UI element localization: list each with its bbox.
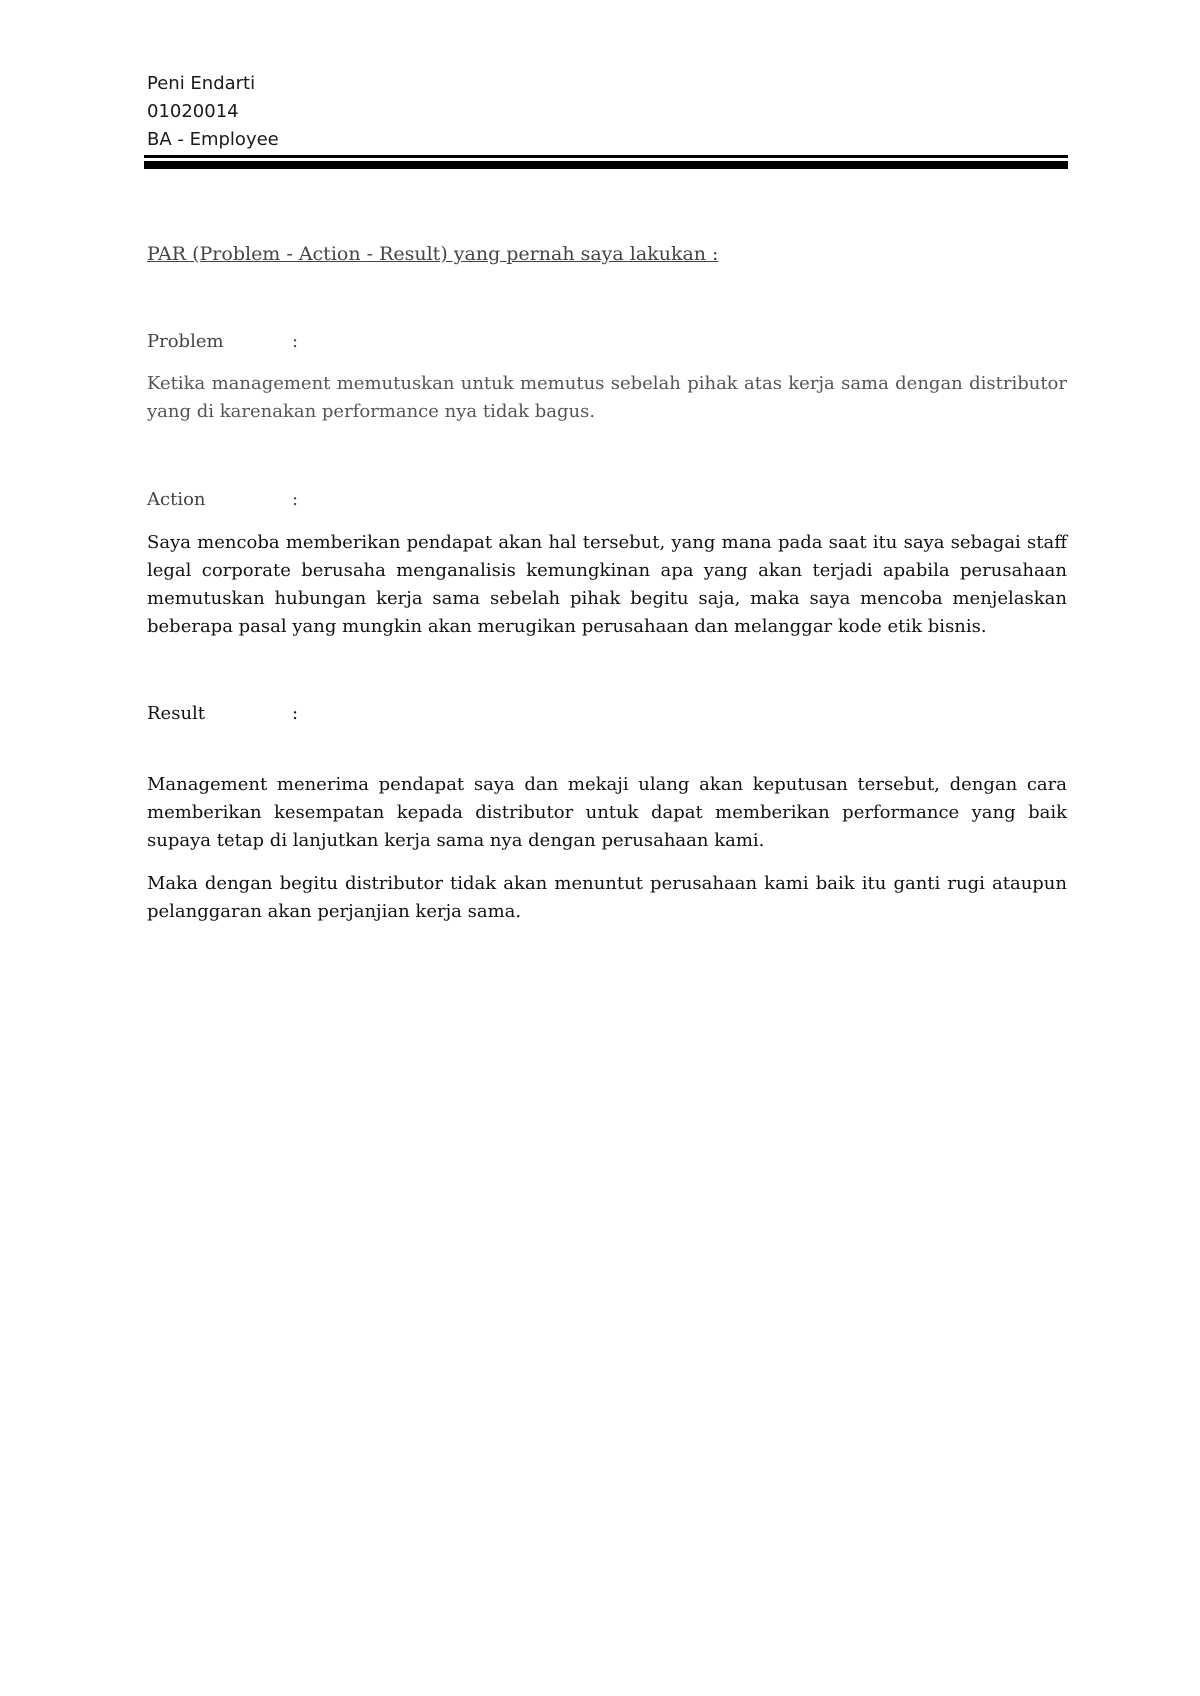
result-colon: : bbox=[292, 703, 299, 724]
document-title: PAR (Problem - Action - Result) yang pernah saya lakukan : bbox=[147, 243, 719, 265]
problem-label: Problem bbox=[147, 331, 224, 352]
author-position: BA - Employee bbox=[147, 129, 279, 150]
problem-paragraph: Ketika management memutuskan untuk memutus sebelah pihak atas kerja sama dengan distributor yang di karenakan performance nya tidak bagus. bbox=[147, 373, 1067, 422]
action-colon: : bbox=[292, 489, 299, 510]
problem-heading bbox=[147, 328, 298, 356]
problem-colon: : bbox=[292, 331, 299, 352]
action-label: Action bbox=[147, 489, 206, 510]
header-divider-thin bbox=[144, 155, 1068, 158]
result-paragraph-1: Management menerima pendapat saya dan mekaji ulang akan keputusan tersebut, dengan cara memberikan kesempatan kepada distributor untuk dapat memberikan performance yang baik supaya tetap di lanjutkan kerja sama nya dengan perusahaan kami. bbox=[147, 774, 1067, 851]
action-paragraph: Saya mencoba memberikan pendapat akan hal tersebut, yang mana pada saat itu saya sebagai staff legal corporate berusaha menganalisis kemungkinan apa yang akan terjadi apabila perusahaan memutuskan hubungan kerja sama sebelah pihak begitu saja, maka saya mencoba menjelaskan beberapa pasal yang mungkin akan merugikan perusahaan dan melanggar kode etik bisnis. bbox=[147, 532, 1067, 637]
author-id-number: 01020014 bbox=[147, 101, 239, 122]
result-paragraph-2: Maka dengan begitu distributor tidak akan menuntut perusahaan kami baik itu ganti rugi ataupun pelanggaran akan perjanjian kerja sama. bbox=[147, 873, 1067, 922]
action-heading bbox=[147, 486, 298, 514]
author-header bbox=[147, 70, 279, 154]
result-heading bbox=[147, 700, 298, 728]
header-divider-thick bbox=[144, 161, 1068, 169]
result-label: Result bbox=[147, 703, 206, 724]
author-name: Peni Endarti bbox=[147, 73, 256, 94]
